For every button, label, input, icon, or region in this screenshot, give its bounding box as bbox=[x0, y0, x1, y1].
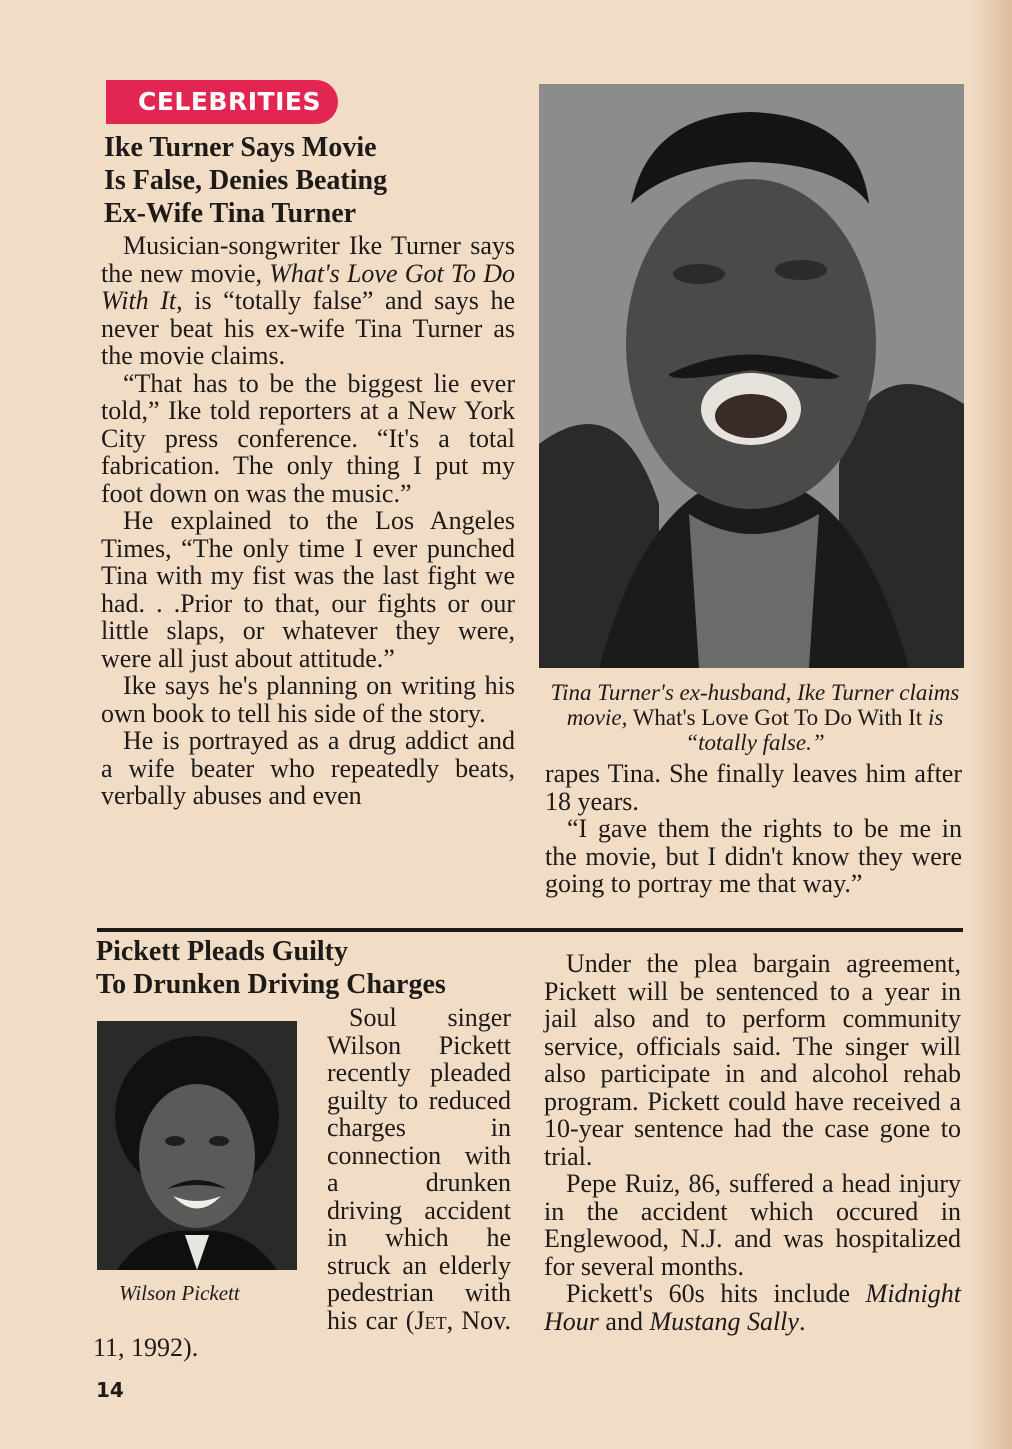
page-edge-shadow bbox=[972, 0, 1012, 1449]
song-title: Mustang Sally bbox=[649, 1306, 799, 1336]
article2-headline bbox=[96, 935, 521, 1001]
ike-turner-photo bbox=[539, 84, 964, 668]
article1-para4: Ike says he's planning on writing his own book to tell his side of the story. bbox=[101, 671, 515, 728]
section-tag: CELEBRITIES bbox=[106, 80, 338, 124]
text-run: Pickett's 60s hits include bbox=[566, 1279, 866, 1308]
pickett-photo-caption: Wilson Pickett bbox=[119, 1281, 240, 1305]
text-run: , Nov. 11, 1992). bbox=[93, 1305, 511, 1362]
headline-line: Ex-Wife Tina Turner bbox=[104, 198, 357, 229]
article1-para5-start: He is portrayed as a drug addict and a wife beater who repeatedly beats, verbally abuses and even bbox=[101, 726, 515, 810]
text-run: Musician-songwriter Ike Turner says the new movie, bbox=[101, 231, 515, 288]
article2-para2: Under the plea bargain agreement, Pickett will be sentenced to a year in jail also and to perform community service, officials said. The singer will also participate in and alcohol rehab program. Pickett could have received a 10-year sentence had the case gone to trial. bbox=[544, 949, 961, 1171]
headline-line: Pickett Pleads Guilty bbox=[96, 936, 348, 967]
text-run: . bbox=[798, 1306, 806, 1336]
article1-para3: He explained to the Los Angeles Times, “The only time I ever punched Tina with my fist was the last fight we had. . .Prior to that, our fights or our little slaps, or whatever they were, were all just about attitude.” bbox=[101, 506, 515, 673]
caption-text: is “totally false.” bbox=[685, 705, 944, 755]
article2-para3: Pepe Ruiz, 86, suffered a head injury in the accident which occured in Englewood, N.J. and was hospitalized for several months. bbox=[544, 1169, 961, 1281]
headline-line: Is False, Denies Beating bbox=[104, 165, 388, 196]
article1-para1 bbox=[101, 232, 515, 370]
ike-photo-caption bbox=[545, 680, 965, 755]
portrait-illustration bbox=[539, 84, 964, 668]
text-run: is “totally false” and says he never beat his ex-wife Tina Turner as the movie claims. bbox=[101, 286, 515, 370]
caption-movie-title: What's Love Got To Do With It bbox=[627, 705, 928, 730]
article1-para5-end: rapes Tina. She finally leaves him after 18 years. bbox=[545, 759, 962, 816]
page-number: 14 bbox=[96, 1378, 124, 1402]
article-divider bbox=[97, 928, 963, 932]
text-run: Soul singer Wilson Pickett recently pleaded guilty to reduced charges in connection with a drunken driving accident in which he struck an elderly pedestrian with his car bbox=[327, 1003, 511, 1335]
text-run: and bbox=[598, 1306, 650, 1336]
movie-title: What's Love Got To Do With It, bbox=[101, 258, 515, 315]
article2-para4 bbox=[544, 1280, 961, 1335]
article2-body-left bbox=[93, 1004, 511, 1362]
headline-line: Ike Turner Says Movie bbox=[104, 132, 377, 163]
publication-name: Jet bbox=[414, 1305, 447, 1335]
article1-para6: “I gave them the rights to be me in the movie, but I didn't know they were going to portray me that way.” bbox=[545, 814, 962, 898]
photo-wrap-spacer bbox=[93, 1004, 327, 1316]
article1-body-left bbox=[101, 232, 515, 810]
article2-para1: Soul singer Wilson Pickett recently pleaded guilty to reduced charges in connection with a drunken driving accident in which he struck an elderly pedestrian with his car (Jet, Nov. 11, 1992). bbox=[93, 1003, 511, 1362]
song-title: Midnight Hour bbox=[544, 1279, 961, 1336]
caption-text: Tina Turner's ex-husband, Ike Turner claims movie, bbox=[550, 680, 960, 730]
article1-headline bbox=[104, 131, 524, 230]
article2-body-right bbox=[544, 950, 961, 1335]
headline-line: To Drunken Driving Charges bbox=[96, 969, 446, 1000]
article1-para2: “That has to be the biggest lie ever told,” Ike told reporters at a New York City press conference. “It's a total fabrication. The only thing I put my foot down on was the music.” bbox=[101, 368, 515, 508]
article1-body-right bbox=[545, 760, 962, 898]
